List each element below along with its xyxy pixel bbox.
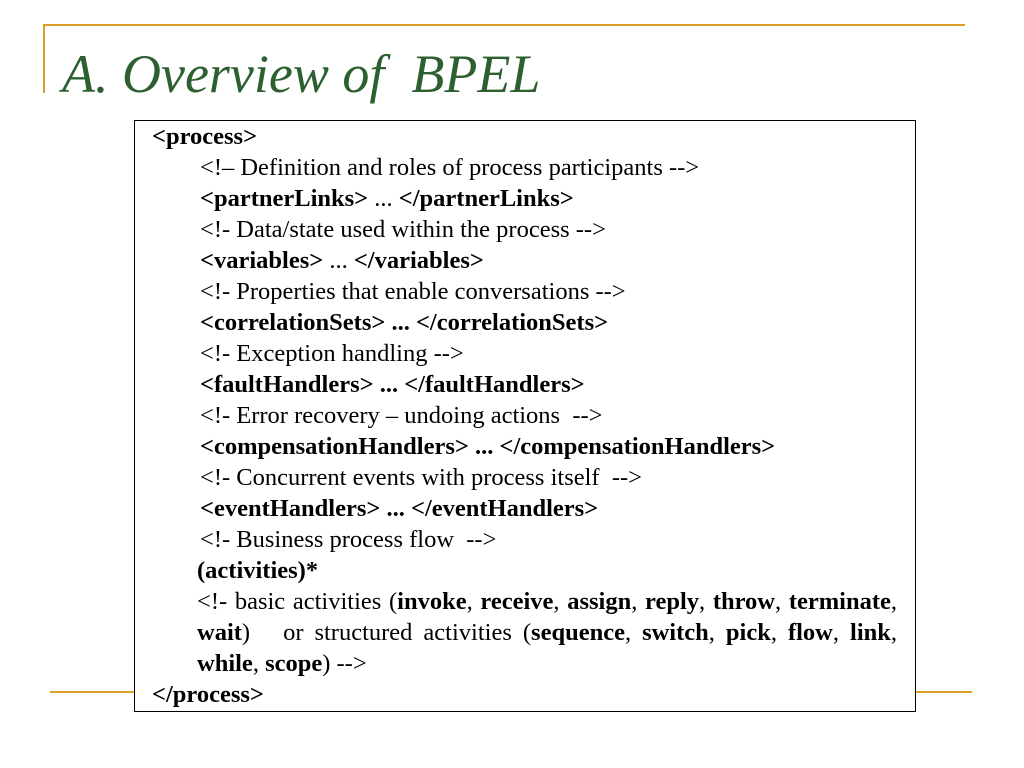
activity-keyword-throw: throw bbox=[712, 588, 776, 615]
flow-comment: <!- Business process flow --> bbox=[200, 526, 497, 553]
note-separator: , bbox=[708, 619, 726, 646]
variables-close-tag: </variables> bbox=[353, 247, 484, 274]
note-separator: , bbox=[890, 619, 898, 646]
compensation-handlers-comment: <!- Error recovery – undoing actions --> bbox=[200, 402, 603, 429]
slide-title: A. Overview of BPEL bbox=[62, 44, 541, 104]
note-separator: , bbox=[624, 619, 643, 646]
variables-ellipsis: ... bbox=[329, 247, 348, 274]
activities-note-line-3 bbox=[197, 648, 897, 679]
activity-keyword-link: link bbox=[850, 619, 891, 646]
event-handlers-comment-line bbox=[152, 462, 915, 493]
note-text: ) or structured activities ( bbox=[241, 619, 532, 646]
partner-links-ellipsis: ... bbox=[374, 185, 393, 212]
note-separator: , bbox=[252, 650, 266, 677]
note-separator: , bbox=[699, 588, 713, 615]
event-handlers-comment: <!- Concurrent events with process itself --> bbox=[200, 464, 642, 491]
fault-handlers-open-tag: <faultHandlers> bbox=[200, 371, 374, 398]
correlation-sets-ellipsis: ... bbox=[391, 309, 410, 336]
event-handlers-close-tag: </eventHandlers> bbox=[410, 495, 599, 522]
process-open-line bbox=[152, 121, 915, 152]
activity-keyword-flow: flow bbox=[787, 619, 833, 646]
partner-links-comment: <!– Definition and roles of process participants --> bbox=[200, 154, 700, 181]
variables-element-line bbox=[152, 245, 915, 276]
variables-open-tag: <variables> bbox=[200, 247, 324, 274]
fault-handlers-element-line bbox=[152, 369, 915, 400]
activities-placeholder: (activities)* bbox=[197, 557, 319, 584]
title-accent-top-line bbox=[43, 24, 965, 26]
process-open-tag: <process> bbox=[152, 123, 258, 150]
process-close-tag: </process> bbox=[152, 681, 264, 708]
activity-keyword-while: while bbox=[197, 650, 253, 677]
correlation-sets-comment: <!- Properties that enable conversations --> bbox=[200, 278, 626, 305]
activity-keyword-wait: wait bbox=[197, 619, 242, 646]
correlation-sets-comment-line bbox=[152, 276, 915, 307]
activities-note-line-2 bbox=[197, 617, 897, 648]
activity-keyword-terminate: terminate bbox=[788, 588, 891, 615]
compensation-handlers-close-tag: </compensationHandlers> bbox=[499, 433, 776, 460]
compensation-handlers-open-tag: <compensationHandlers> bbox=[200, 433, 469, 460]
correlation-sets-open-tag: <correlationSets> bbox=[200, 309, 386, 336]
title-accent-left-line bbox=[43, 24, 45, 93]
note-separator: , bbox=[832, 619, 851, 646]
partner-links-element-line bbox=[152, 183, 915, 214]
compensation-handlers-ellipsis: ... bbox=[474, 433, 494, 460]
correlation-sets-element-line bbox=[152, 307, 915, 338]
event-handlers-element-line bbox=[152, 493, 915, 524]
flow-comment-line bbox=[152, 524, 915, 555]
activity-keyword-pick: pick bbox=[725, 619, 771, 646]
activity-keyword-receive: receive bbox=[480, 588, 554, 615]
bpel-code-box bbox=[134, 120, 916, 712]
variables-comment: <!- Data/state used within the process --> bbox=[200, 216, 606, 243]
activities-line bbox=[152, 555, 915, 586]
activities-note-line-1 bbox=[197, 586, 897, 617]
compensation-handlers-element-line bbox=[152, 431, 915, 462]
fault-handlers-comment-line bbox=[152, 338, 915, 369]
activity-keyword-invoke: invoke bbox=[397, 588, 467, 615]
fault-handlers-comment: <!- Exception handling --> bbox=[200, 340, 464, 367]
activity-keyword-reply: reply bbox=[645, 588, 700, 615]
process-close-line bbox=[152, 679, 915, 710]
note-separator: , bbox=[890, 588, 897, 615]
activity-keyword-switch: switch bbox=[642, 619, 709, 646]
note-separator: , bbox=[770, 619, 788, 646]
activity-keyword-assign: assign bbox=[567, 588, 632, 615]
partner-links-close-tag: </partnerLinks> bbox=[398, 185, 574, 212]
fault-handlers-close-tag: </faultHandlers> bbox=[404, 371, 585, 398]
partner-links-comment-line bbox=[152, 152, 915, 183]
variables-comment-line bbox=[152, 214, 915, 245]
note-separator: , bbox=[466, 588, 481, 615]
event-handlers-open-tag: <eventHandlers> bbox=[200, 495, 381, 522]
correlation-sets-close-tag: </correlationSets> bbox=[415, 309, 609, 336]
note-separator: , bbox=[631, 588, 646, 615]
fault-handlers-ellipsis: ... bbox=[379, 371, 399, 398]
partner-links-open-tag: <partnerLinks> bbox=[200, 185, 369, 212]
note-separator: , bbox=[553, 588, 568, 615]
compensation-handlers-comment-line bbox=[152, 400, 915, 431]
note-separator: , bbox=[775, 588, 789, 615]
note-text: ) --> bbox=[322, 650, 367, 677]
activity-keyword-sequence: sequence bbox=[531, 619, 625, 646]
activity-keyword-scope: scope bbox=[265, 650, 323, 677]
note-text: <!- basic activities ( bbox=[197, 588, 398, 615]
event-handlers-ellipsis: ... bbox=[386, 495, 405, 522]
